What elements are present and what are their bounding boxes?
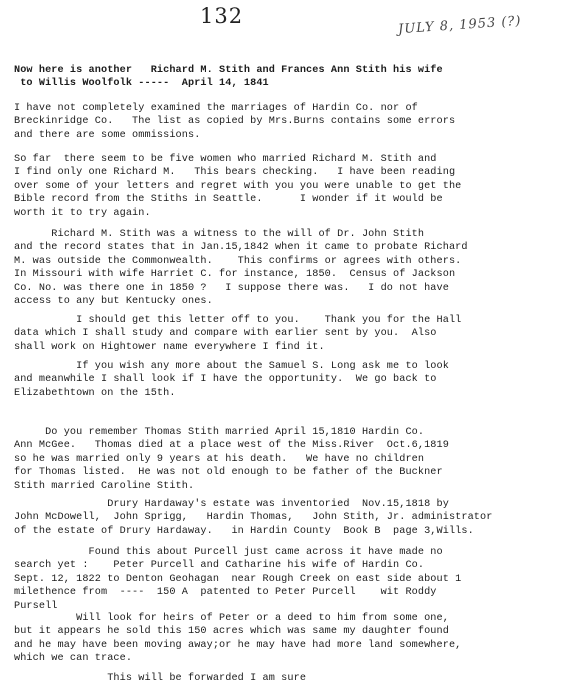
text-line: Breckinridge Co. The list as copied by Mrs.Burns contains some errors bbox=[14, 116, 456, 128]
paragraph-11 bbox=[14, 672, 562, 685]
text-line: worth it to try again. bbox=[14, 207, 151, 219]
text-line: M. was outside the Commonwealth. This confirms or agrees with others. bbox=[14, 255, 462, 267]
text-line: Do you remember Thomas Stith married April 15,1810 Hardin Co. bbox=[14, 427, 425, 438]
text-line: Found this about Purcell just came across it have made no bbox=[14, 547, 443, 558]
text-line: Will look for heirs of Peter or a deed to him from some one, bbox=[14, 613, 449, 624]
text-line: and he may have been moving away;or he may have had more land somewhere, bbox=[14, 639, 462, 651]
text-line: which we can trace. bbox=[14, 653, 133, 665]
text-line: milethence from ---- 150 A patented to Peter Purcell wit Roddy bbox=[14, 587, 437, 599]
text-line: search yet : Peter Purcell and Catharine his wife of Hardin Co. bbox=[14, 560, 425, 572]
page-number: 132 bbox=[200, 4, 244, 28]
handwritten-date: JULY 8, 1953 (?) bbox=[397, 13, 522, 38]
text-line: Drury Hardaway's estate was inventoried Nov.15,1818 by bbox=[14, 499, 449, 510]
text-line: Now here is another Richard M. Stith and Frances Ann Stith his wife bbox=[14, 65, 443, 76]
text-line: Elizabethtown on the 15th. bbox=[14, 387, 176, 399]
text-line: This will be forwarded I am sure bbox=[14, 673, 307, 684]
text-line: John McDowell, John Sprigg, Hardin Thomas, John Stith, Jr. administrator bbox=[14, 512, 493, 524]
paragraph-10 bbox=[14, 612, 562, 666]
text-line: I find only one Richard M. This bears checking. I have been reading bbox=[14, 167, 456, 179]
text-line: data which I shall study and compare with earlier sent by you. Also bbox=[14, 328, 437, 340]
text-line: In Missouri with wife Harriet C. for instance, 1850. Census of Jackson bbox=[14, 269, 456, 281]
text-line: Richard M. Stith was a witness to the will of Dr. John Stith bbox=[14, 229, 425, 240]
text-line: I should get this letter off to you. Thank you for the Hall bbox=[14, 315, 462, 326]
text-line: Ann McGee. Thomas died at a place west of the Miss.River Oct.6,1819 bbox=[14, 440, 449, 452]
text-line: and the record states that in Jan.15,1842 when it came to probate Richard bbox=[14, 242, 468, 254]
paragraph-4 bbox=[14, 228, 562, 308]
text-line: of the estate of Drury Hardaway. in Hardin County Book B page 3,Wills. bbox=[14, 525, 474, 537]
paragraph-7 bbox=[14, 426, 562, 493]
paragraph-5 bbox=[14, 314, 562, 354]
text-line: Sept. 12, 1822 to Denton Geohagan near Rough Creek on east side about 1 bbox=[14, 573, 462, 585]
text-line: Stith married Caroline Stith. bbox=[14, 480, 195, 492]
text-line: shall work on Hightower name everywhere I find it. bbox=[14, 341, 325, 353]
paragraph-2 bbox=[14, 102, 562, 142]
paragraph-1 bbox=[14, 64, 562, 91]
text-line: If you wish any more about the Samuel S. Long ask me to look bbox=[14, 361, 449, 372]
text-line: to Willis Woolfolk ----- April 14, 1841 bbox=[14, 78, 269, 90]
paragraph-8 bbox=[14, 498, 562, 538]
text-line: so he was married only 9 years at his death. We have no children bbox=[14, 453, 425, 465]
text-line: and meanwhile I shall look if I have the opportunity. We go back to bbox=[14, 374, 437, 386]
text-line: I have not completely examined the marriages of Hardin Co. nor of bbox=[14, 103, 418, 114]
text-line: access to any but Kentucky ones. bbox=[14, 296, 213, 308]
paragraph-3 bbox=[14, 153, 562, 220]
text-line: Bible record from the Stiths in Seattle. I wonder if it would be bbox=[14, 194, 443, 206]
text-line: Pursell bbox=[14, 600, 58, 612]
text-line: but it appears he sold this 150 acres which was same my daughter found bbox=[14, 626, 449, 638]
paragraph-9 bbox=[14, 546, 562, 613]
text-line: Co. No. was there one in 1850 ? I suppose there was. I do not have bbox=[14, 282, 449, 294]
paragraph-6 bbox=[14, 360, 562, 400]
text-line: and there are some ommissions. bbox=[14, 129, 201, 141]
text-line: over some of your letters and regret with you you were unable to get the bbox=[14, 180, 462, 192]
text-line: So far there seem to be five women who married Richard M. Stith and bbox=[14, 154, 437, 165]
text-line: for Thomas listed. He was not old enough to be father of the Buckner bbox=[14, 467, 443, 479]
